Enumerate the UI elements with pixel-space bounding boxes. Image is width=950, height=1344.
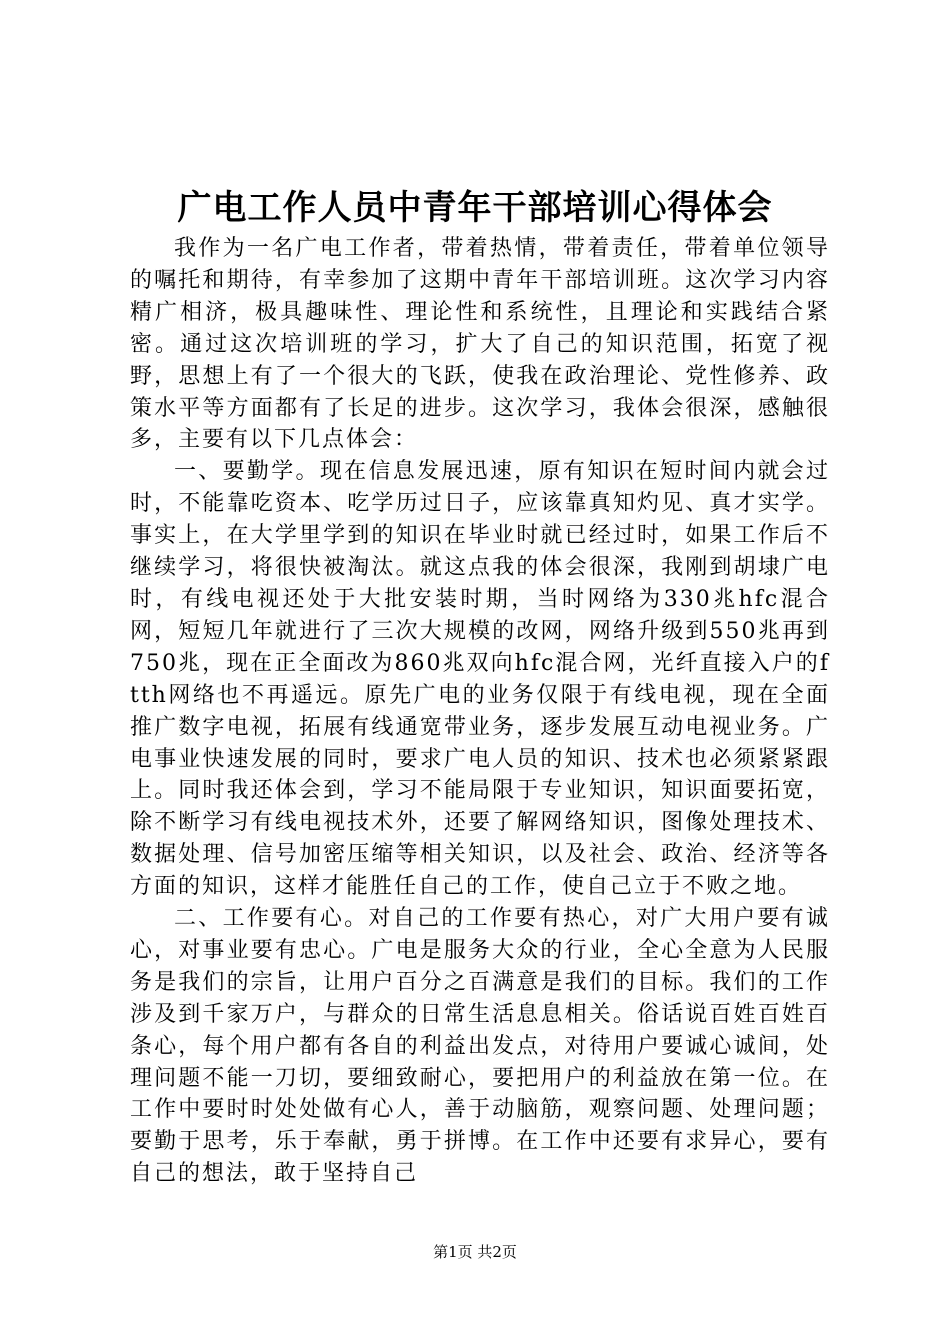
page-footer: 第1页 共2页 (433, 1243, 517, 1261)
paragraph-section-2: 二、工作要有心。对自己的工作要有热心，对广大用户要有诚心，对事业要有忠心。广电是服务大众的行业，全心全意为人民服务是我们的宗旨，让用户百分之百满意是我们的目标。我们的工作涉及到千家万户，与群众的日常生活息息相关。俗话说百姓百姓百条心，每个用户都有各自的利益出发点，对待用户要诚心诚间，处理问题不能一刀切，要细致耐心，要把用户的利益放在第一位。在工作中要时时处处做有心人，善于动脑筋，观察问题、处理问题；要勤于思考，乐于奉献，勇于拼博。在工作中还要有求异心，要有自己的想法，敢于坚持自己 (130, 906, 830, 1187)
document-body (130, 233, 830, 1190)
paragraph-intro: 我作为一名广电工作者，带着热情，带着责任，带着单位领导的嘱托和期待，有幸参加了这期中青年干部培训班。这次学习内容精广相济，极具趣味性、理论性和系统性，且理论和实践结合紧密。通过这次培训班的学习，扩大了自己的知识范围，拓宽了视野，思想上有了一个很大的飞跃，使我在政治理论、党性修养、政策水平等方面都有了长足的进步。这次学习，我体会很深，感触很多，主要有以下几点体会： (130, 236, 830, 453)
paragraph-section-1: 一、要勤学。现在信息发展迅速，原有知识在短时间内就会过时，不能靠吃资本、吃学历过日子，应该靠真知灼见、真才实学。事实上，在大学里学到的知识在毕业时就已经过时，如果工作后不继续学习，将很快被淘汰。就这点我的体会很深，我刚到胡埭广电时，有线电视还处于大批安装时期，当时网络为330兆hfc混合网，短短几年就进行了三次大规模的改网，网络升级到550兆再到750兆，现在正全面改为860兆双向hfc混合网，光纤直接入户的ftth网络也不再遥远。原先广电的业务仅限于有线电视，现在全面推广数字电视，拓展有线通宽带业务，逐步发展互动电视业务。广电事业快速发展的同时，要求广电人员的知识、技术也必须紧紧跟上。同时我还体会到，学习不能局限于专业知识，知识面要拓宽，除不断学习有线电视技术外，还要了解网络知识，图像处理技术、数据处理、信号加密压缩等相关知识，以及社会、政治、经济等各方面的知识，这样才能胜任自己的工作，使自己立于不败之地。 (130, 459, 830, 900)
document-title: 广电工作人员中青年干部培训心得体会 (177, 188, 773, 228)
